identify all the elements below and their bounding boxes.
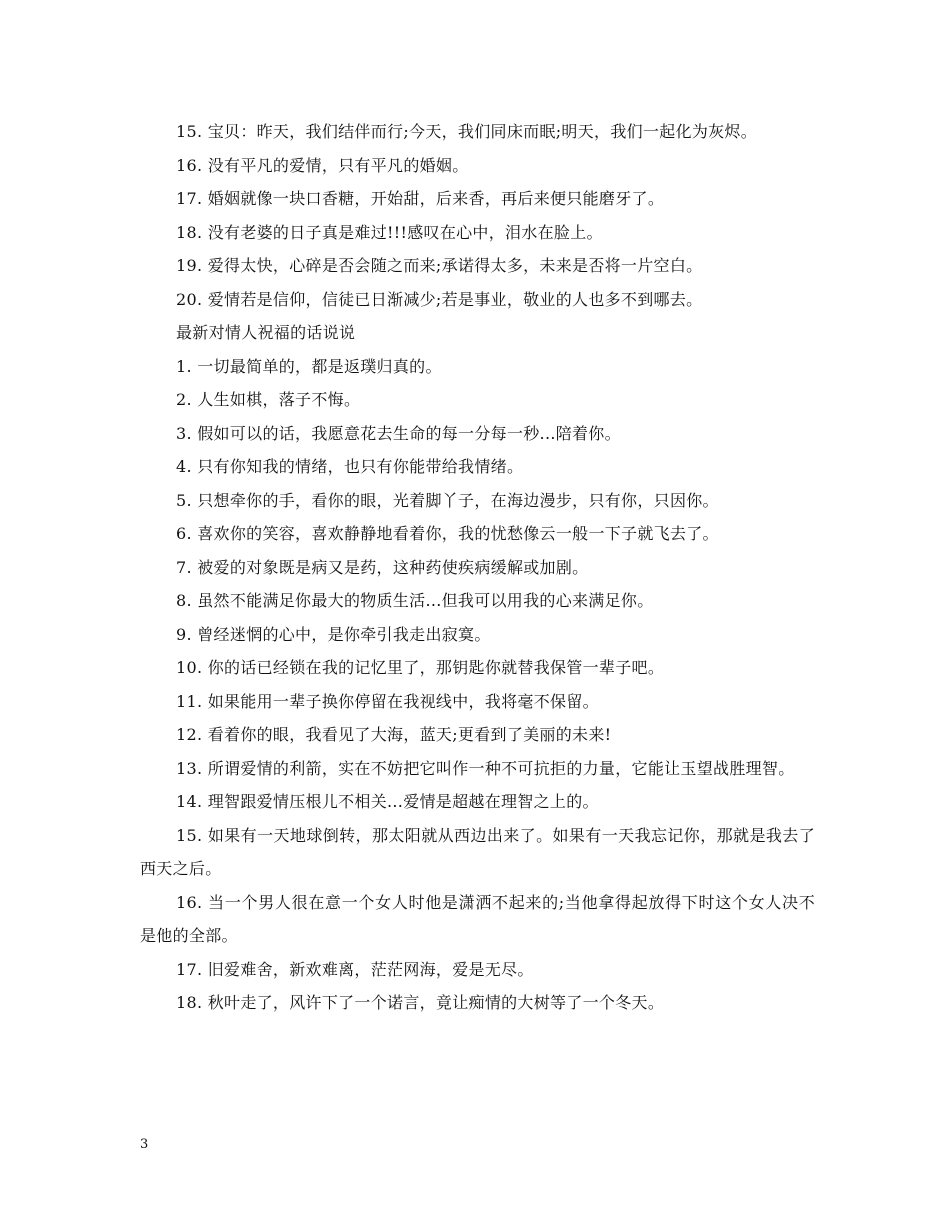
paragraph: 14. 理智跟爱情压根儿不相关...爱情是超越在理智之上的。 [176,792,599,811]
paragraph: 6. 喜欢你的笑容，喜欢静静地看着你，我的忧愁像云一般一下子就飞去了。 [176,524,719,543]
paragraph: 20. 爱情若是信仰，信徒已日渐减少;若是事业，敬业的人也多不到哪去。 [176,289,703,309]
paragraph: 4. 只有你知我的情绪，也只有你能带给我情绪。 [176,457,524,476]
paragraph: 11. 如果能用一辈子换你停留在我视线中，我将毫不保留。 [176,691,599,711]
page-number: 3 [140,1137,149,1152]
paragraph: 16. 没有平凡的爱情，只有平凡的婚姻。 [176,155,469,175]
paragraph: 13. 所谓爱情的利箭，实在不妨把它叫作一种不可抗拒的力量，它能让玉望战胜理智。 [176,758,795,778]
paragraph: 17. 旧爱难舍，新欢难离，茫茫网海，爱是无尽。 [176,959,534,979]
paragraph: 12. 看着你的眼，我看见了大海，蓝天;更看到了美丽的未来! [176,725,612,744]
paragraph: 16. 当一个男人很在意一个女人时他是潇洒不起来的;当他拿得起放得下时这个女人决不是他的全部。 [140,892,815,945]
paragraph: 17. 婚姻就像一块口香糖，开始甜，后来香，再后来便只能磨牙了。 [176,189,665,208]
paragraph: 2. 人生如棋，落子不悔。 [176,390,361,409]
paragraph: 3. 假如可以的话，我愿意花去生命的每一分每一秒...陪着你。 [176,423,621,443]
paragraph: 15. 宝贝：昨天，我们结伴而行;今天，我们同床而眠;明天，我们一起化为灰烬。 [176,122,758,141]
paragraph: 10. 你的话已经锁在我的记忆里了，那钥匙你就替我保管一辈子吧。 [176,658,665,677]
paragraph: 7. 被爱的对象既是病又是药，这种药使疾病缓解或加剧。 [176,557,589,577]
page-content [140,115,815,1020]
paragraph: 9. 曾经迷惘的心中，是你牵引我走出寂寞。 [176,624,491,644]
paragraph: 18. 秋叶走了，风许下了一个诺言，竟让痴情的大树等了一个冬天。 [176,993,665,1012]
paragraph: 8. 虽然不能满足你最大的物质生活...但我可以用我的心来满足你。 [176,591,654,610]
paragraph: 19. 爱得太快，心碎是否会随之而来;承诺得太多，未来是否将一片空白。 [176,256,703,275]
paragraph: 15. 如果有一天地球倒转，那太阳就从西边出来了。如果有一天我忘记你，那就是我去了西天之后。 [140,825,815,878]
section-heading: 最新对情人祝福的话说说 [176,323,356,342]
paragraph: 1. 一切最简单的，都是返璞归真的。 [176,356,442,376]
paragraph: 5. 只想牵你的手，看你的眼，光着脚丫子，在海边漫步，只有你，只因你。 [176,490,719,510]
paragraph: 18. 没有老婆的日子真是难过!!!感叹在心中，泪水在脸上。 [176,222,603,242]
